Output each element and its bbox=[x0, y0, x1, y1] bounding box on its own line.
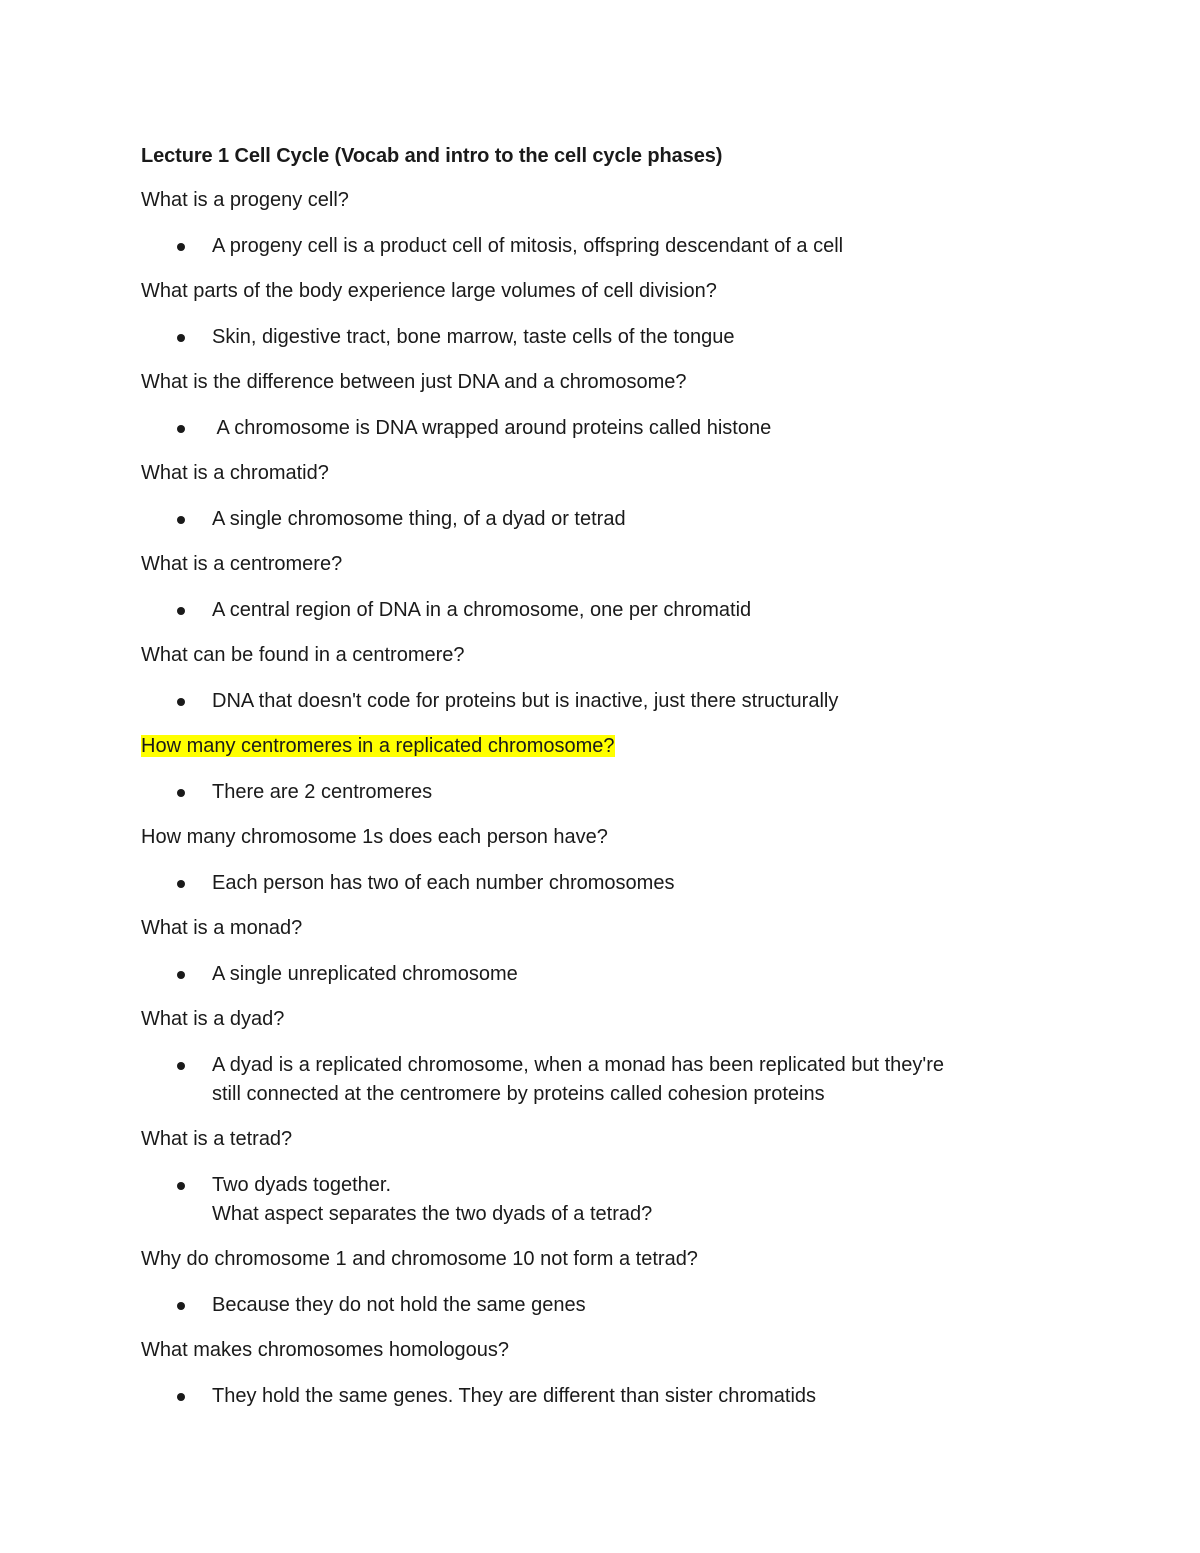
bullet-icon bbox=[177, 425, 185, 433]
answer-text: What aspect separates the two dyads of a tetrad? bbox=[212, 1203, 653, 1225]
question-text bbox=[141, 277, 1071, 305]
answer-list bbox=[141, 687, 1071, 716]
question-label: What is a dyad? bbox=[141, 1008, 285, 1030]
highlighted-question-label: How many centromeres in a replicated chromosome? bbox=[141, 735, 615, 757]
question-text bbox=[141, 1336, 1071, 1364]
answer-bullet-item bbox=[141, 323, 1071, 352]
answer-text: There are 2 centromeres bbox=[212, 781, 433, 803]
answer-list bbox=[141, 323, 1071, 352]
question-text bbox=[141, 1005, 1071, 1033]
answer-bullet-item bbox=[141, 596, 1071, 625]
question-text bbox=[141, 1245, 1071, 1273]
qa-item bbox=[141, 1125, 1071, 1229]
answer-bullet-item bbox=[141, 687, 1071, 716]
question-label: What is a chromatid? bbox=[141, 462, 329, 484]
bullet-icon bbox=[177, 789, 185, 797]
answer-text: A chromosome is DNA wrapped around proteins called histone bbox=[212, 417, 772, 439]
question-text bbox=[141, 914, 1071, 942]
answer-bullet-item bbox=[141, 1171, 1071, 1229]
qa-item bbox=[141, 368, 1071, 443]
bullet-icon bbox=[177, 1062, 185, 1070]
question-text bbox=[141, 550, 1071, 578]
question-text bbox=[141, 368, 1071, 396]
qa-item bbox=[141, 186, 1071, 261]
bullet-icon bbox=[177, 1302, 185, 1310]
answer-text: still connected at the centromere by proteins called cohesion proteins bbox=[212, 1083, 825, 1105]
question-text bbox=[141, 732, 1071, 760]
answer-list bbox=[141, 778, 1071, 807]
question-text bbox=[141, 823, 1071, 851]
answer-list bbox=[141, 1171, 1071, 1229]
question-label: What is a monad? bbox=[141, 917, 303, 939]
answer-bullet-item bbox=[141, 1051, 1071, 1109]
answer-text: A single chromosome thing, of a dyad or tetrad bbox=[212, 508, 626, 530]
qa-item bbox=[141, 277, 1071, 352]
answer-bullet-item bbox=[141, 505, 1071, 534]
bullet-icon bbox=[177, 516, 185, 524]
qa-item bbox=[141, 823, 1071, 898]
qa-item bbox=[141, 641, 1071, 716]
qa-item bbox=[141, 1245, 1071, 1320]
answer-list bbox=[141, 960, 1071, 989]
answer-text: Because they do not hold the same genes bbox=[212, 1294, 586, 1316]
answer-list bbox=[141, 414, 1071, 443]
answer-list bbox=[141, 596, 1071, 625]
question-label: What is a progeny cell? bbox=[141, 189, 349, 211]
qa-item bbox=[141, 459, 1071, 534]
answer-list bbox=[141, 1051, 1071, 1109]
answer-text: A single unreplicated chromosome bbox=[212, 963, 518, 985]
answer-text: A dyad is a replicated chromosome, when a monad has been replicated but they're bbox=[212, 1054, 945, 1076]
question-label: What makes chromosomes homologous? bbox=[141, 1339, 509, 1361]
answer-list bbox=[141, 505, 1071, 534]
qa-item bbox=[141, 550, 1071, 625]
answer-list bbox=[141, 232, 1071, 261]
answer-bullet-item bbox=[141, 232, 1071, 261]
bullet-icon bbox=[177, 880, 185, 888]
question-text bbox=[141, 186, 1071, 214]
bullet-icon bbox=[177, 1393, 185, 1401]
qa-list bbox=[141, 186, 1071, 1411]
answer-text: DNA that doesn't code for proteins but is inactive, just there structurally bbox=[212, 690, 839, 712]
answer-text: Two dyads together. bbox=[212, 1174, 392, 1196]
answer-list bbox=[141, 1291, 1071, 1320]
answer-bullet-item bbox=[141, 960, 1071, 989]
question-label: What parts of the body experience large volumes of cell division? bbox=[141, 280, 717, 302]
bullet-icon bbox=[177, 243, 185, 251]
answer-bullet-item bbox=[141, 869, 1071, 898]
answer-text: Each person has two of each number chromosomes bbox=[212, 872, 675, 894]
bullet-icon bbox=[177, 607, 185, 615]
question-text bbox=[141, 641, 1071, 669]
bullet-icon bbox=[177, 1182, 185, 1190]
answer-text: A central region of DNA in a chromosome, one per chromatid bbox=[212, 599, 752, 621]
answer-list bbox=[141, 1382, 1071, 1411]
question-text bbox=[141, 1125, 1071, 1153]
qa-item bbox=[141, 914, 1071, 989]
answer-bullet-item bbox=[141, 778, 1071, 807]
answer-bullet-item bbox=[141, 414, 1071, 443]
document-page bbox=[141, 142, 1071, 1427]
bullet-icon bbox=[177, 971, 185, 979]
question-label: What is a centromere? bbox=[141, 553, 343, 575]
question-label: What is the difference between just DNA and a chromosome? bbox=[141, 371, 687, 393]
bullet-icon bbox=[177, 698, 185, 706]
qa-item bbox=[141, 732, 1071, 807]
question-label: Why do chromosome 1 and chromosome 10 not form a tetrad? bbox=[141, 1248, 698, 1270]
bullet-icon bbox=[177, 334, 185, 342]
question-label: What is a tetrad? bbox=[141, 1128, 293, 1150]
page-title: Lecture 1 Cell Cycle (Vocab and intro to the cell cycle phases) bbox=[141, 145, 723, 167]
question-text bbox=[141, 459, 1071, 487]
answer-bullet-item bbox=[141, 1382, 1071, 1411]
answer-bullet-item bbox=[141, 1291, 1071, 1320]
answer-text: A progeny cell is a product cell of mitosis, offspring descendant of a cell bbox=[212, 235, 844, 257]
qa-item bbox=[141, 1005, 1071, 1109]
question-label: What can be found in a centromere? bbox=[141, 644, 465, 666]
qa-item bbox=[141, 1336, 1071, 1411]
answer-text: They hold the same genes. They are different than sister chromatids bbox=[212, 1385, 817, 1407]
answer-text: Skin, digestive tract, bone marrow, taste cells of the tongue bbox=[212, 326, 735, 348]
question-label: How many chromosome 1s does each person have? bbox=[141, 826, 608, 848]
answer-list bbox=[141, 869, 1071, 898]
